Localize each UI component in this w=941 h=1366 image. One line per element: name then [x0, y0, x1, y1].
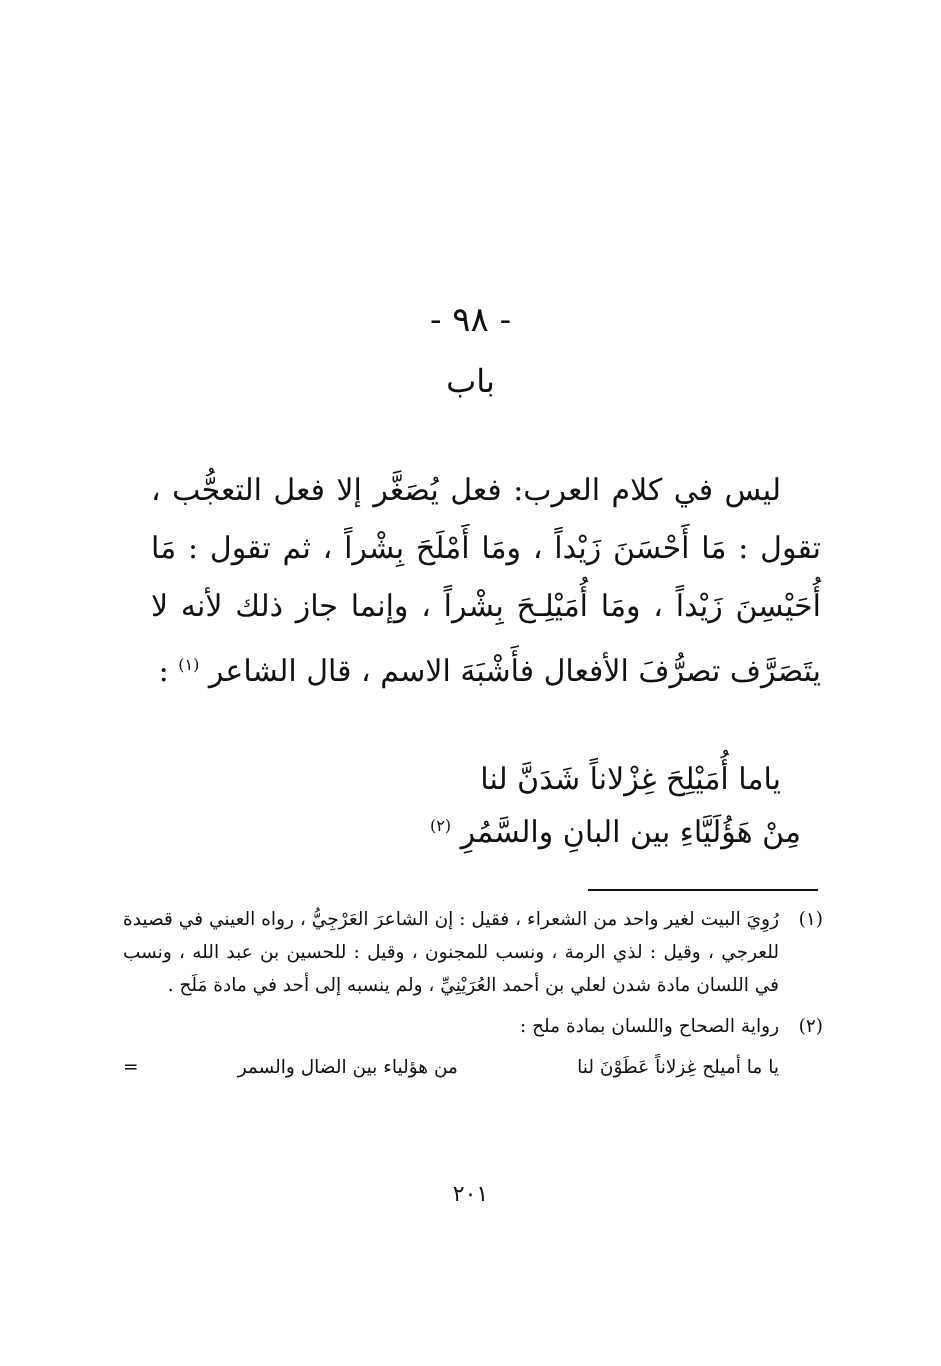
footnote-1 — [123, 903, 823, 1002]
verse-line-1: ياما أُمَيْلِحَ غِزْلاناً شَدَنَّ لنا — [480, 762, 781, 797]
footnote-verse-hemistich-2: من هؤلياء بين الضال والسمر — [237, 1057, 458, 1078]
footnote-ref-1: (١) — [178, 655, 200, 674]
footnote-text: رواية الصحاح واللسان بمادة ملح : — [520, 1016, 779, 1037]
main-paragraph — [151, 462, 821, 701]
footnote-verse — [123, 1051, 779, 1084]
footnote-number: (٢) — [798, 1016, 823, 1037]
paragraph-text — [151, 462, 821, 701]
footnote-separator — [588, 889, 818, 891]
footnote-text: رُوِيَ البيت لغير واحد من الشعراء ، فقيل : إن الشاعرَ العَرْجِيُّ ، رواه العيني في قصيدة للعرجي ، وقيل : لذي الرمة ، ونسب للمجنون ، وقيل : للحسين بن عبد الله ، ونسب في اللسان مادة شدن لعلي بن أحمد العُرَيْنِيِّ ، ولم ينسبه إلى أحد في مادة مَلَح . — [123, 909, 779, 996]
paragraph-body: ليس في كلام العرب: فعل يُصَغَّر إلا فعل التعجُّب ، تقول : مَا أَحْسَنَ زَيْداً ، ومَا أَمْلَحَ بِشْراً ، ثم تقول : مَا أُحَيْسِنَ زَيْداً ، ومَا أُمَيْلِـحَ بِشْراً ، وإنما جاز ذلك لأنه لا يتَصَرَّف تصرُّفَ الأفعال فأَشْبَهَ الاسم ، قال الشاعر — [151, 473, 821, 689]
page-number: ٢٠١ — [452, 1182, 489, 1207]
continuation-mark: = — [123, 1057, 139, 1078]
verse-line-2 — [430, 815, 801, 850]
footnote-number: (١) — [798, 909, 823, 930]
footnote-2 — [123, 1010, 823, 1043]
footnote-ref-2: (٢) — [429, 816, 452, 835]
chapter-number: - ٩٨ - — [429, 300, 512, 340]
footnote-verse-hemistich-1: يا ما أميلح غِزلاناً عَطَوْنَ لنا — [577, 1057, 779, 1078]
chapter-title: باب — [446, 362, 495, 400]
paragraph-end: : — [158, 654, 169, 689]
footnotes — [123, 903, 823, 1084]
verse-line-2-text: مِنْ هَؤُلَيَّاءِ بين البانِ والسَّمُرِ — [460, 815, 801, 850]
